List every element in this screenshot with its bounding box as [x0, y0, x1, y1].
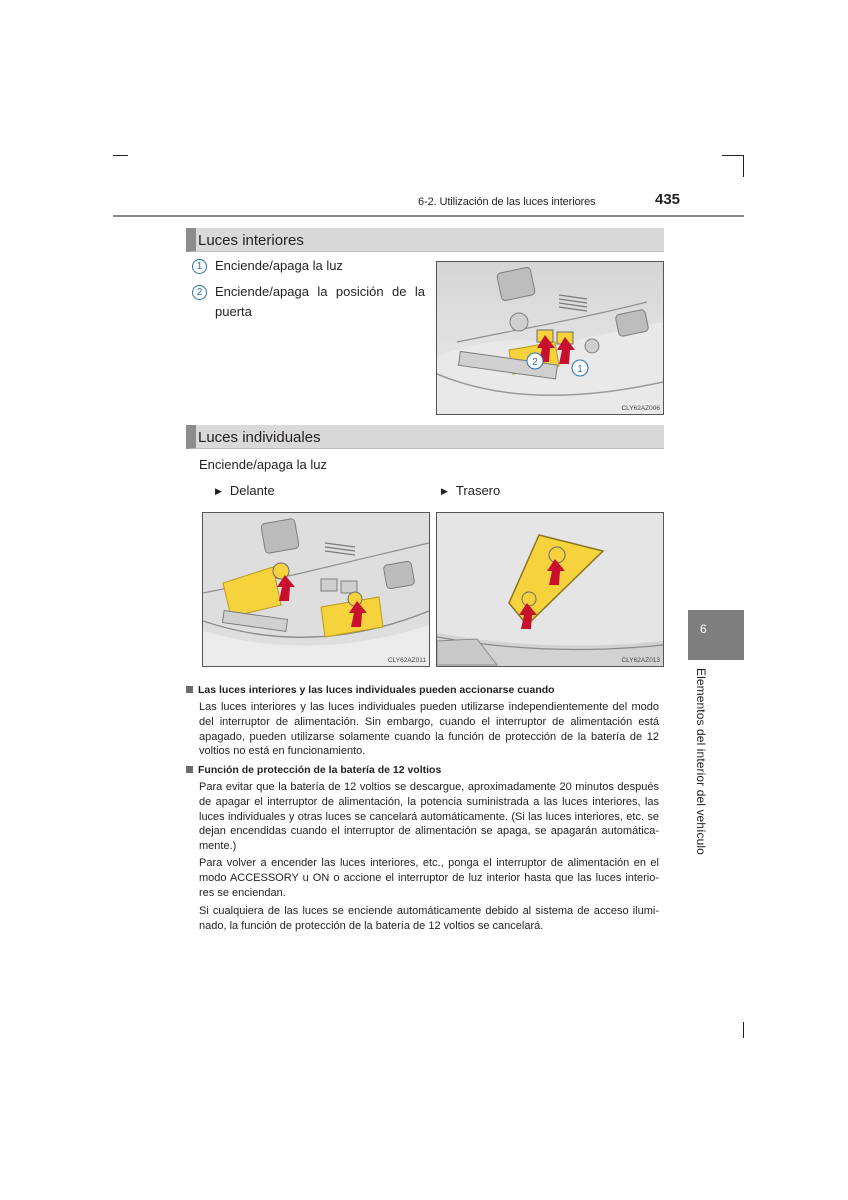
crop-mark-bottom-right [743, 1022, 744, 1038]
subheading-rear [441, 483, 500, 498]
crop-mark-top-right-v [743, 155, 744, 177]
section2-intro: Enciende/apaga la luz [199, 457, 327, 472]
figure-code: CLY62AZ013 [621, 657, 660, 664]
item-2-text: Enciende/apaga la posición de la puerta [215, 284, 425, 319]
crop-mark-top-left [113, 155, 128, 156]
chapter-tab [688, 610, 744, 660]
figure-code: CLY62AZ006 [621, 405, 660, 412]
section-heading-luces-interiores [186, 228, 664, 252]
figure-callout-2: 2 [532, 357, 538, 368]
rear-label: Trasero [455, 483, 501, 498]
square-bullet-icon [186, 686, 193, 693]
figure-callout-1: 1 [577, 364, 583, 375]
crop-mark-top-right-h [722, 155, 744, 156]
note-2-paragraph-2: Para volver a encender las luces interiores, etc., ponga el interruptor de alimentación en el modo ACCESSORY u ON o accione el interruptor de luz interior hasta que las luces interio-res se enciendan. [199, 857, 659, 899]
header-rule [113, 215, 744, 217]
callout-number-2: 2 [192, 285, 207, 300]
subheading-front [215, 483, 275, 498]
page-number: 435 [655, 191, 681, 208]
section-title: Luces individuales [198, 429, 321, 446]
item-1-text: Enciende/apaga la luz [215, 258, 343, 273]
chapter-side-label: Elementos del interior del vehículo [694, 668, 708, 855]
chapter-number: 6 [700, 622, 707, 636]
section-title: Luces interiores [198, 232, 304, 249]
note-heading-1 [186, 684, 555, 696]
figure-interior-lights [436, 261, 664, 415]
note-heading-text: Función de protección de la batería de 12 voltios [198, 764, 442, 776]
note-heading-text: Las luces interiores y las luces individuales pueden accionarse cuando [198, 684, 555, 696]
front-label: Delante [229, 483, 275, 498]
header-section-title: 6-2. Utilización de las luces interiores [418, 196, 596, 208]
figure-rear-individual-lights [436, 512, 664, 667]
note-2-paragraph-3: Si cualquiera de las luces se enciende automáticamente debido al sistema de acceso ilumi-nado, la función de protección de la batería de 12 voltios se cancelará. [199, 905, 659, 932]
section-heading-luces-individuales [186, 425, 664, 449]
triangle-bullet-icon: ▶ [215, 486, 222, 496]
figure-front-individual-lights [202, 512, 430, 667]
square-bullet-icon [186, 766, 193, 773]
callout-number-1: 1 [192, 259, 207, 274]
note-1-paragraph-1: Las luces interiores y las luces individuales pueden utilizarse independientemente del modo del interruptor de alimentación. Sin embargo, cuando el interruptor de alimentación está apagado, pueden utilizarse solamente cuando la función de protección de la batería de 12 voltios no está en funcionamiento. [199, 701, 659, 758]
note-2-paragraph-1: Para evitar que la batería de 12 voltios se descargue, aproximadamente 20 minutos después de apagar el interruptor de alimentación, la potencia suministrada a las luces interiores, las luces individuales y otras luces se cancelará automáticamente. (Si las luces interiores, etc. se dejan encendidas cuando el interruptor de alimentación se apaga, se apagarán automática-mente.) [199, 781, 659, 853]
note-heading-2 [186, 764, 441, 776]
triangle-bullet-icon: ▶ [441, 486, 448, 496]
figure-code: CLY62AZ011 [387, 657, 426, 664]
